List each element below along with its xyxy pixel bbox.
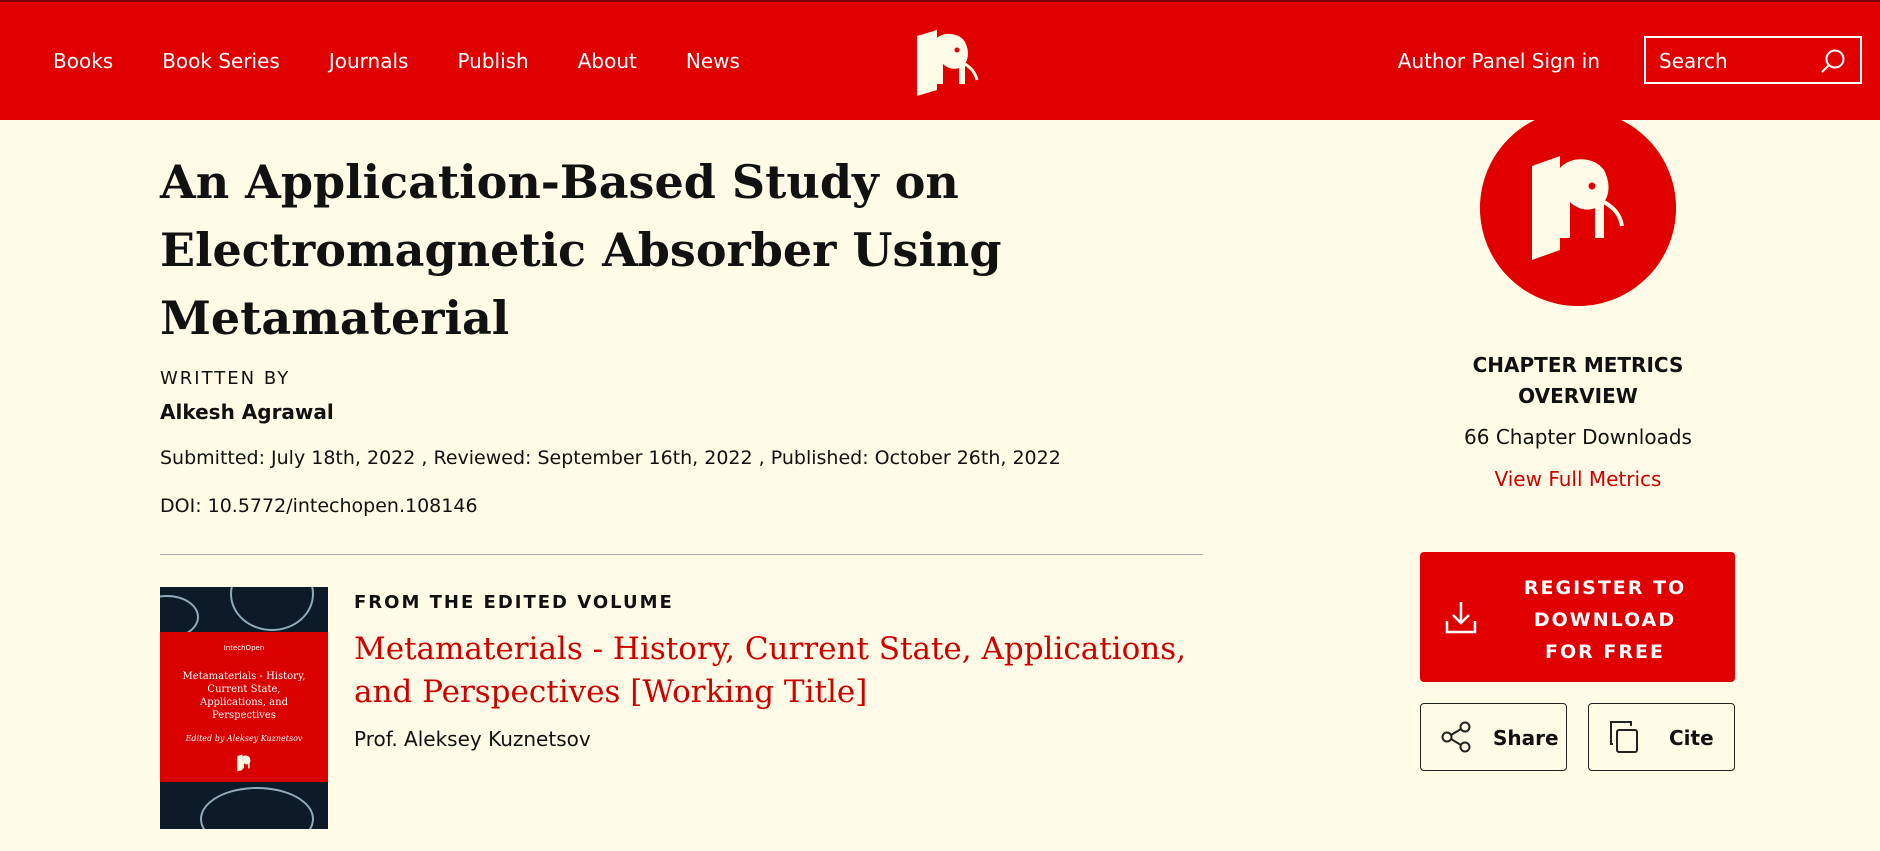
cover-publisher: IntechOpen xyxy=(223,644,265,652)
intechopen-logo-icon[interactable] xyxy=(913,28,981,98)
share-icon xyxy=(1439,720,1473,754)
volume-editor[interactable]: Prof. Aleksey Kuznetsov xyxy=(354,727,591,751)
cover-band xyxy=(160,632,328,782)
cover-texture xyxy=(200,787,314,829)
cover-texture xyxy=(230,587,314,631)
nav-news[interactable]: News xyxy=(685,49,740,73)
article-title: An Application-Based Study on Electromagnetic Absorber Using Metamaterial xyxy=(160,155,1002,345)
search-icon[interactable] xyxy=(1820,48,1846,74)
view-full-metrics-link[interactable]: View Full Metrics xyxy=(1494,467,1662,491)
register-download-button[interactable] xyxy=(1420,552,1735,682)
nav-publish[interactable]: Publish xyxy=(457,49,529,73)
nav-about[interactable]: About xyxy=(577,49,637,73)
chapter-metrics-title: CHAPTER METRICS OVERVIEW xyxy=(1472,353,1684,408)
download-icon xyxy=(1444,599,1478,635)
cover-title: Metamaterials - History, Current State, Applications, and Perspectives xyxy=(182,671,306,721)
cite-label: Cite xyxy=(1669,726,1714,750)
doi: DOI: 10.5772/intechopen.108146 xyxy=(160,495,478,517)
divider xyxy=(160,554,1203,555)
cite-button[interactable] xyxy=(1588,703,1735,771)
written-by-label: WRITTEN BY xyxy=(160,368,291,389)
volume-title-link[interactable]: Metamaterials - History, Current State, Applications, and Perspectives [Working Title] xyxy=(354,631,1186,710)
site-header xyxy=(0,2,1880,120)
search-input[interactable] xyxy=(1644,36,1862,84)
nav-book-series[interactable]: Book Series xyxy=(162,49,280,73)
nav-books[interactable]: Books xyxy=(53,49,114,73)
main-nav xyxy=(53,49,789,73)
book-cover-image[interactable] xyxy=(160,587,328,829)
search-placeholder: Search xyxy=(1659,49,1728,73)
author-panel-link[interactable]: Author Panel Sign in xyxy=(1397,49,1600,73)
share-button[interactable] xyxy=(1420,703,1567,771)
publication-dates: Submitted: July 18th, 2022 , Reviewed: September 16th, 2022 , Published: October 26th, 2022 xyxy=(160,447,1061,469)
cover-logo-icon xyxy=(236,754,254,772)
copy-icon xyxy=(1607,720,1641,754)
nav-journals[interactable]: Journals xyxy=(328,49,409,73)
register-download-label: REGISTER TO DOWNLOAD FOR FREE xyxy=(1523,577,1687,663)
intechopen-badge-icon xyxy=(1480,110,1676,306)
share-label: Share xyxy=(1493,726,1559,750)
from-volume-label: FROM THE EDITED VOLUME xyxy=(354,592,674,613)
chapter-downloads: 66 Chapter Downloads xyxy=(1464,425,1692,449)
cover-editor: Edited by Aleksey Kuznetsov xyxy=(185,734,303,743)
author-name[interactable]: Alkesh Agrawal xyxy=(160,400,334,424)
